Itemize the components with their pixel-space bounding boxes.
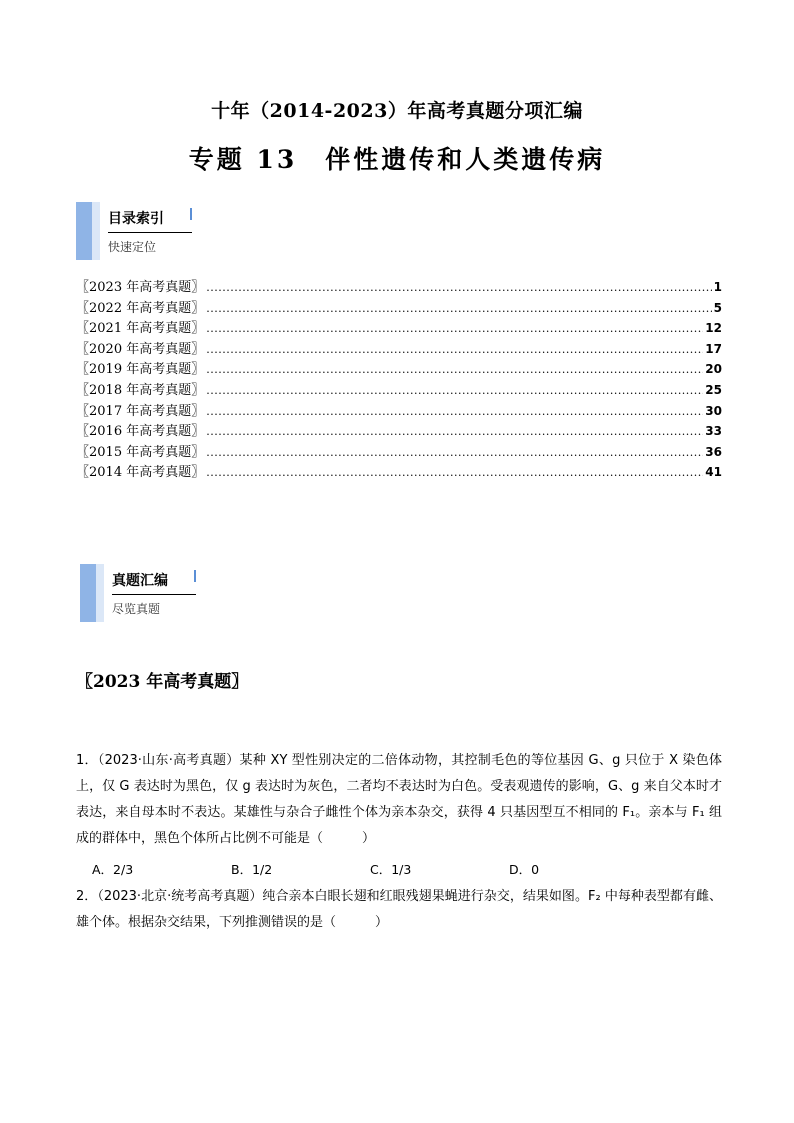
year-section-heading: 〖2023 年高考真题〗	[76, 672, 249, 692]
toc-entry[interactable]: 〖2022 年高考真题〗 ..... 5	[76, 297, 722, 318]
option-d: D．0	[509, 862, 540, 877]
heading-tick-mark	[190, 208, 192, 220]
topic-name: 伴性遗传和人类遗传病	[325, 145, 606, 174]
toc-entry[interactable]: 〖2017 年高考真题〗 ..... 30	[76, 400, 722, 421]
option-a: A．2/3	[92, 862, 134, 877]
toc-entry[interactable]: 〖2020 年高考真题〗 ..... 17	[76, 338, 722, 359]
collection-heading: 真题汇编	[112, 573, 168, 589]
table-of-contents	[76, 276, 722, 482]
heading-tick-mark	[194, 570, 196, 582]
question-1-options	[92, 860, 652, 878]
index-heading: 目录索引	[108, 211, 164, 227]
option-b: B．1/2	[231, 862, 273, 877]
toc-entry[interactable]: 〖2015 年高考真题〗 ..... 36	[76, 441, 722, 462]
heading-underline	[112, 594, 196, 595]
collection-section-header	[80, 564, 220, 622]
topic-number: 专题 13	[188, 145, 298, 174]
document-title: 十年（2014-2023）年高考真题分项汇编	[211, 100, 583, 122]
question-2: 2．（2023·北京·统考高考真题）纯合亲本白眼长翅和红眼残翅果蝇进行杂交，结果如图。F₂ 中每种表型都有雌、雄个体。根据杂交结果，下列推测错误的是（ ）	[76, 889, 722, 930]
toc-entry[interactable]: 〖2021 年高考真题〗 ..... 12	[76, 317, 722, 338]
heading-underline	[108, 232, 192, 233]
option-c: C．1/3	[370, 862, 412, 877]
question-1: 1．（2023·山东·高考真题）某种 XY 型性别决定的二倍体动物，其控制毛色的等位基因 G、g 只位于 X 染色体上，仅 G 表达时为黑色，仅 g 表达时为灰色，二者均不表达时为白色。受表观遗传的影响，G、g 来自父本时才表达，来自母本时不表达。某雄性与杂合子雌性个体为亲本杂交，获得 4 只基因型互不相同的 F₁。亲本与 F₁ 组成的群体中，黑色个体所占比例不可能是（ ）	[76, 753, 722, 846]
toc-entry[interactable]: 〖2019 年高考真题〗 ..... 20	[76, 358, 722, 379]
index-section-header	[76, 202, 216, 260]
collection-subheading: 尽览真题	[112, 602, 161, 616]
toc-entry[interactable]: 〖2014 年高考真题〗 ..... 41	[76, 461, 722, 482]
toc-entry[interactable]: 〖2018 年高考真题〗 ..... 25	[76, 379, 722, 400]
section-accent-bar	[76, 202, 92, 260]
section-accent-bar	[80, 564, 96, 622]
index-subheading: 快速定位	[108, 240, 157, 254]
toc-entry[interactable]: 〖2023 年高考真题〗 ..... 1	[76, 276, 722, 297]
toc-entry[interactable]: 〖2016 年高考真题〗 ..... 33	[76, 420, 722, 441]
topic-title	[0, 140, 794, 176]
